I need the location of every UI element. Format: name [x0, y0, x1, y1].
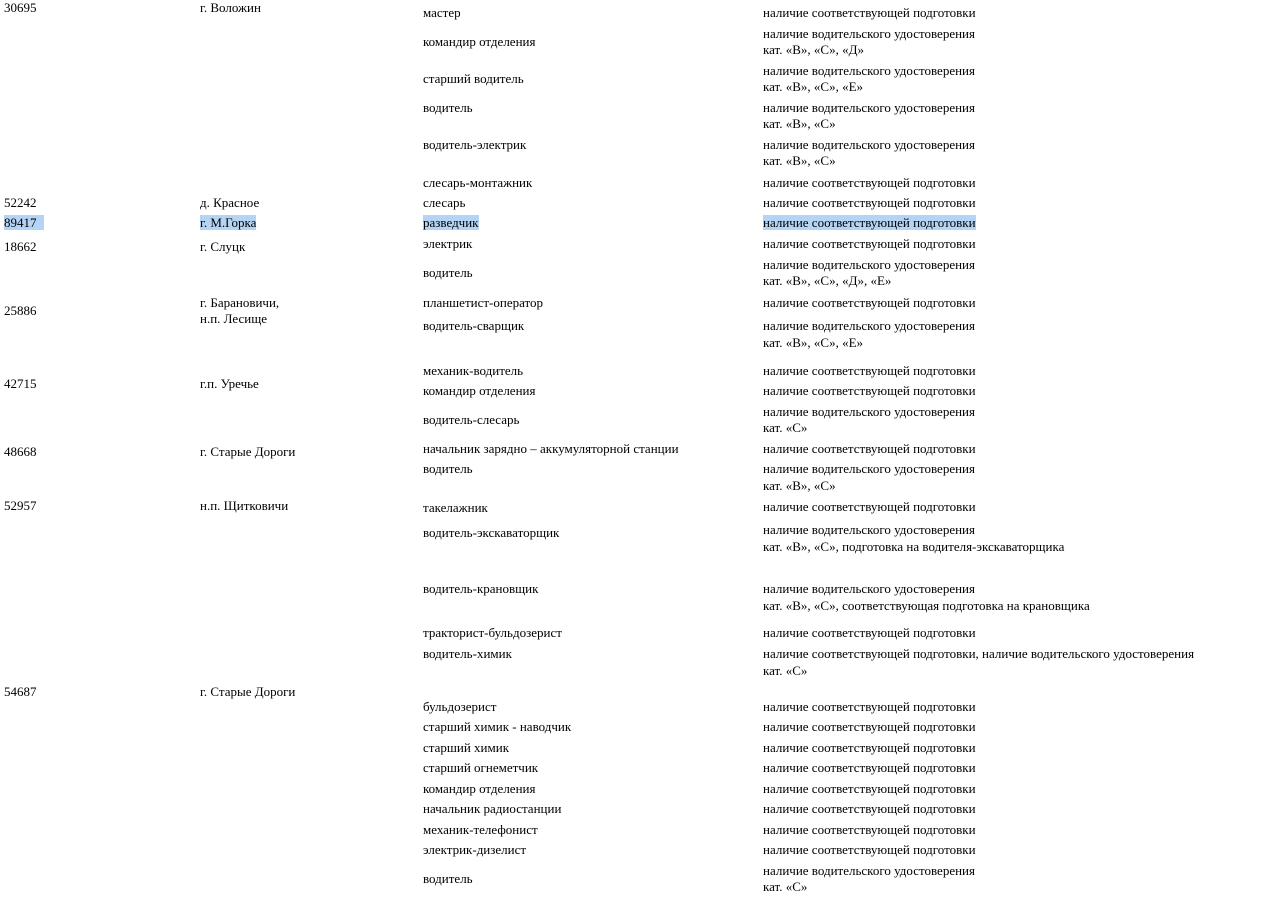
- position-cell: механик-водитель: [423, 363, 524, 378]
- position-cell: командир отделения: [423, 34, 536, 49]
- unit-number: 54687: [4, 684, 37, 699]
- unit-location: г. М.Горка: [200, 215, 257, 230]
- requirement-cell: наличие соответствующей подготовки: [763, 195, 976, 210]
- requirement-cell: наличие соответствующей подготовки: [763, 363, 976, 378]
- requirement-cell: наличие соответствующей подготовки: [763, 760, 976, 775]
- unit-location: н.п. Щитковичи: [200, 498, 289, 513]
- unit-location-line2: н.п. Лесище: [200, 311, 267, 326]
- position-cell: водитель: [423, 461, 473, 476]
- requirement-cell: наличие водительского удостоверения: [763, 404, 975, 419]
- requirement-cell: наличие водительского удостоверения: [763, 137, 975, 152]
- position-cell: водитель-экскаваторщик: [423, 525, 560, 540]
- position-cell: старший огнеметчик: [423, 760, 539, 775]
- position-cell: такелажник: [423, 500, 488, 515]
- position-cell: мастер: [423, 5, 461, 20]
- position-cell: электрик-дизелист: [423, 842, 527, 857]
- unit-number: 52242: [4, 195, 37, 210]
- position-cell: планшетист-оператор: [423, 295, 544, 310]
- position-cell: водитель-сварщик: [423, 318, 525, 333]
- requirement-cell-line2: кат. «В», «С», подготовка на водителя-экскаваторщика: [763, 539, 1065, 554]
- requirement-cell: наличие соответствующей подготовки, наличие водительского удостоверения: [763, 646, 1195, 661]
- requirement-cell-line2: кат. «В», «С»: [763, 478, 836, 493]
- requirement-cell: наличие соответствующей подготовки: [763, 781, 976, 796]
- unit-location: г. Слуцк: [200, 239, 246, 254]
- requirement-cell: наличие водительского удостоверения: [763, 100, 975, 115]
- position-cell: старший водитель: [423, 71, 524, 86]
- requirement-cell: наличие соответствующей подготовки: [763, 842, 976, 857]
- unit-number: 18662: [4, 239, 37, 254]
- requirement-cell: наличие соответствующей подготовки: [763, 699, 976, 714]
- requirement-cell-line2: кат. «С»: [763, 663, 808, 678]
- position-cell: тракторист-бульдозерист: [423, 625, 562, 640]
- requirement-cell-line2: кат. «В», «С», соответствующая подготовка на крановщика: [763, 598, 1090, 613]
- unit-number: 42715: [4, 376, 37, 391]
- requirement-cell: наличие водительского удостоверения: [763, 863, 975, 878]
- position-cell: командир отделения: [423, 383, 536, 398]
- unit-number: 30695: [4, 0, 37, 15]
- requirement-cell: наличие соответствующей подготовки: [763, 740, 976, 755]
- requirement-cell: наличие водительского удостоверения: [763, 581, 975, 596]
- requirement-cell-line2: кат. «В», «С», «Е»: [763, 335, 864, 350]
- requirement-cell-line2: кат. «В», «С», «Е»: [763, 79, 864, 94]
- position-cell: водитель-химик: [423, 646, 512, 661]
- unit-number: 52957: [4, 498, 37, 513]
- requirement-cell: наличие водительского удостоверения: [763, 257, 975, 272]
- unit-number: 48668: [4, 444, 37, 459]
- requirement-cell-line2: кат. «В», «С», «Д», «Е»: [763, 273, 892, 288]
- unit-location: г. Старые Дороги: [200, 684, 296, 699]
- position-cell: начальник зарядно – аккумуляторной станции: [423, 441, 679, 456]
- requirement-cell: наличие соответствующей подготовки: [763, 719, 976, 734]
- unit-location: г. Воложин: [200, 0, 261, 15]
- position-cell: механик-телефонист: [423, 822, 538, 837]
- requirement-cell-line2: кат. «С»: [763, 879, 808, 894]
- position-cell: слесарь: [423, 195, 466, 210]
- position-cell: водитель-электрик: [423, 137, 527, 152]
- requirement-cell: наличие соответствующей подготовки: [763, 383, 976, 398]
- requirement-cell: наличие соответствующей подготовки: [763, 801, 976, 816]
- requirement-cell: наличие водительского удостоверения: [763, 63, 975, 78]
- requirement-cell: наличие соответствующей подготовки: [763, 822, 976, 837]
- requirement-cell: наличие соответствующей подготовки: [763, 499, 976, 514]
- requirement-cell: наличие соответствующей подготовки: [763, 625, 976, 640]
- requirement-cell: наличие соответствующей подготовки: [763, 5, 976, 20]
- unit-number: 89417: [4, 215, 44, 230]
- requirement-cell: наличие водительского удостоверения: [763, 26, 975, 41]
- requirement-cell-line2: кат. «В», «С», «Д»: [763, 42, 864, 57]
- requirement-cell-line2: кат. «С»: [763, 420, 808, 435]
- position-cell: бульдозерист: [423, 699, 497, 714]
- position-cell: водитель-слесарь: [423, 412, 520, 427]
- unit-location: д. Красное: [200, 195, 260, 210]
- unit-location: г. Старые Дороги: [200, 444, 296, 459]
- position-cell: старший химик: [423, 740, 510, 755]
- position-cell: разведчик: [423, 215, 479, 230]
- position-cell: электрик: [423, 236, 473, 251]
- unit-location: г.п. Уречье: [200, 376, 259, 391]
- requirement-cell: наличие водительского удостоверения: [763, 461, 975, 476]
- requirement-cell: наличие соответствующей подготовки: [763, 215, 976, 230]
- requirement-cell: наличие соответствующей подготовки: [763, 441, 976, 456]
- position-cell: водитель: [423, 265, 473, 280]
- position-cell: слесарь-монтажник: [423, 175, 533, 190]
- requirement-cell: наличие соответствующей подготовки: [763, 175, 976, 190]
- requirement-cell: наличие соответствующей подготовки: [763, 236, 976, 251]
- unit-location: г. Барановичи,: [200, 295, 280, 310]
- position-cell: старший химик - наводчик: [423, 719, 572, 734]
- position-cell: водитель: [423, 100, 473, 115]
- requirement-cell: наличие соответствующей подготовки: [763, 295, 976, 310]
- position-cell: водитель-крановщик: [423, 581, 539, 596]
- requirement-cell: наличие водительского удостоверения: [763, 318, 975, 333]
- position-cell: командир отделения: [423, 781, 536, 796]
- requirement-cell: наличие водительского удостоверения: [763, 522, 975, 537]
- unit-number: 25886: [4, 303, 37, 318]
- position-cell: начальник радиостанции: [423, 801, 562, 816]
- requirement-cell-line2: кат. «В», «С»: [763, 153, 836, 168]
- position-cell: водитель: [423, 871, 473, 886]
- requirement-cell-line2: кат. «В», «С»: [763, 116, 836, 131]
